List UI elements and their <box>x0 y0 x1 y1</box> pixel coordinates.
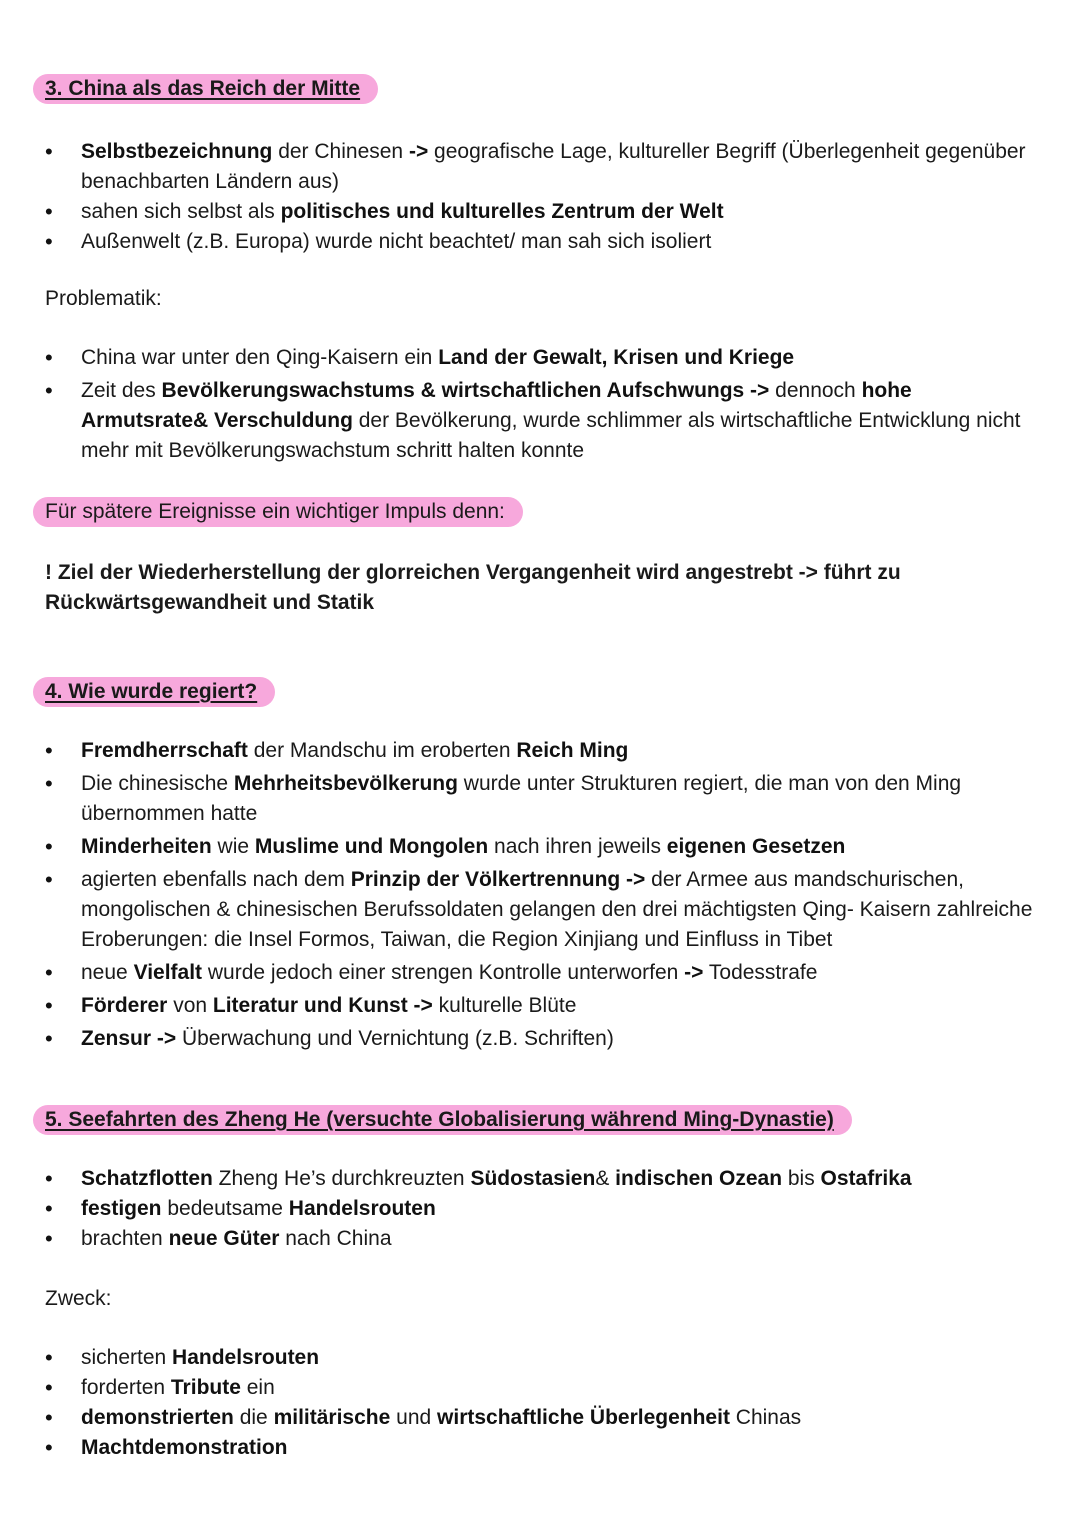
section-5-heading: 5. Seefahrten des Zheng He (versuchte Globalisierung während Ming-Dynastie) <box>33 1105 852 1135</box>
purpose-list <box>45 1343 1035 1463</box>
section-4-list <box>45 736 1035 1054</box>
bold-text: Selbstbezeichnung <box>81 140 273 163</box>
problem-label: Problematik: <box>45 287 162 310</box>
bold-text: Tribute <box>170 1376 241 1399</box>
text-run: brachten <box>81 1227 169 1250</box>
bold-text: politisches und kulturelles Zentrum der Welt <box>280 200 724 223</box>
bold-text: indischen Ozean <box>615 1167 783 1190</box>
list-item <box>45 137 1035 197</box>
text-run: bedeutsame <box>161 1197 289 1220</box>
text-run: und <box>390 1406 438 1429</box>
text-run: agierten ebenfalls nach dem <box>81 868 351 891</box>
bold-text: Prinzip der Völkertrennung -> <box>350 868 646 891</box>
list-item <box>45 865 1035 955</box>
text-run: Überwachung und Vernichtung (z.B. Schriften) <box>176 1027 614 1050</box>
bold-text: Bevölkerungswachstums & wirtschaftlichen Aufschwungs -> <box>161 379 770 402</box>
list-item <box>45 1194 1035 1224</box>
list-item <box>45 197 1035 227</box>
list-item <box>45 343 1035 373</box>
list-item <box>45 1373 1035 1403</box>
list-item <box>45 1403 1035 1433</box>
bold-text: wirtschaftliche Überlegenheit <box>437 1406 730 1429</box>
list-item <box>45 769 1035 829</box>
text-run: der Mandschu im eroberten <box>247 739 517 762</box>
section-3-list <box>45 137 1035 257</box>
bold-text: Machtdemonstration <box>81 1436 288 1459</box>
list-item <box>45 1433 1035 1463</box>
purpose-label: Zweck: <box>45 1287 112 1310</box>
list-item <box>45 227 1035 257</box>
purpose-bullets <box>45 1343 1035 1463</box>
text-run: wie <box>211 835 255 858</box>
bold-text: Fremdherrschaft <box>81 739 248 762</box>
problem-bullets <box>45 343 1035 469</box>
list-item <box>45 376 1035 466</box>
bold-text: Minderheiten <box>81 835 212 858</box>
bold-text: Vielfalt <box>133 961 203 984</box>
text-run: der Armee aus mandschurischen, mongolischen & chinesischen Berufssoldaten gelangen den drei mächtigsten Qing- Kaisern zahlreiche Eroberungen: die Insel Formos, Taiwan, die Region Xinjiang und Einfluss in Tibet <box>81 868 1033 951</box>
text-run: sicherten <box>81 1346 173 1369</box>
text-run: Zheng He’s durchkreuzten <box>212 1167 471 1190</box>
text-run: die <box>233 1406 274 1429</box>
text-run: wurde unter Strukturen regiert, die man von den Ming übernommen hatte <box>81 772 962 825</box>
section-3-heading: 3. China als das Reich der Mitte <box>33 74 378 104</box>
impulse-label-row <box>45 497 1035 527</box>
list-item <box>45 1343 1035 1373</box>
text-run: forderten <box>81 1376 171 1399</box>
bold-text: militärische <box>273 1406 391 1429</box>
bold-text: Südostasien <box>470 1167 596 1190</box>
list-item <box>45 1024 1035 1054</box>
section-4-heading: 4. Wie wurde regiert? <box>33 677 275 707</box>
text-run: von <box>167 994 213 1017</box>
bold-text: Literatur und Kunst -> <box>212 994 433 1017</box>
text-run: ein <box>240 1376 275 1399</box>
bold-text: Zensur -> <box>81 1027 177 1050</box>
text-run: & <box>595 1167 616 1190</box>
text-run: neue <box>81 961 134 984</box>
bold-text: Schatzflotten <box>81 1167 213 1190</box>
bold-text: Mehrheitsbevölkerung <box>233 772 458 795</box>
section-3 <box>45 74 1035 104</box>
text-run: der Chinesen <box>272 140 409 163</box>
text-run: Chinas <box>729 1406 802 1429</box>
bold-text: -> <box>684 961 704 984</box>
text-run: sahen sich selbst als <box>81 200 281 223</box>
list-item <box>45 991 1035 1021</box>
conclusion-text: ! Ziel der Wiederherstellung der glorreichen Vergangenheit wird angestrebt -> führt zu Rückwärtsgewandheit und Statik <box>45 561 901 614</box>
text-run: der Bevölkerung, wurde schlimmer als wirtschaftliche Entwicklung nicht mehr mit Bevölkerungswachstum schritt halten konnte <box>81 409 1021 462</box>
text-run: Zeit des <box>81 379 162 402</box>
list-item <box>45 958 1035 988</box>
text-run: geografische Lage, kultureller Begriff (Überlegenheit gegenüber benachbarten Ländern aus) <box>81 140 1026 193</box>
text-run: Todesstrafe <box>703 961 818 984</box>
list-item <box>45 1224 1035 1254</box>
list-item <box>45 1164 1035 1194</box>
text-run: China war unter den Qing-Kaisern ein <box>81 346 439 369</box>
section-5 <box>45 1105 1035 1135</box>
bold-text: Förderer <box>81 994 168 1017</box>
bold-text: Reich Ming <box>516 739 629 762</box>
section-4 <box>45 677 1035 707</box>
bold-text: eigenen Gesetzen <box>666 835 846 858</box>
bold-text: Ostafrika <box>820 1167 912 1190</box>
bold-text: demonstrierten <box>81 1406 234 1429</box>
list-item <box>45 832 1035 862</box>
text-run: nach China <box>279 1227 392 1250</box>
text-run: Die chinesische <box>81 772 234 795</box>
section-5-bullets <box>45 1164 1035 1254</box>
bold-text: -> <box>408 140 429 163</box>
text-run: dennoch <box>769 379 862 402</box>
bold-text: festigen <box>81 1197 162 1220</box>
bold-text: neue Güter <box>168 1227 280 1250</box>
section-4-bullets <box>45 736 1035 1057</box>
text-run: kulturelle Blüte <box>432 994 577 1017</box>
bold-text: Land der Gewalt, Krisen und Kriege <box>438 346 795 369</box>
section-5-list <box>45 1164 1035 1254</box>
problem-list <box>45 343 1035 466</box>
text-run: bis <box>782 1167 821 1190</box>
impulse-label: Für spätere Ereignisse ein wichtiger Impuls denn: <box>33 497 523 527</box>
section-3-bullets <box>45 137 1035 257</box>
bold-text: hohe Armutsrate& Verschuldung <box>81 379 912 432</box>
bold-text: Muslime und Mongolen <box>254 835 489 858</box>
bold-text: Handelsrouten <box>288 1197 436 1220</box>
text-run: wurde jedoch einer strengen Kontrolle unterworfen <box>202 961 685 984</box>
text-run: nach ihren jeweils <box>488 835 667 858</box>
list-item <box>45 736 1035 766</box>
text-run: Außenwelt (z.B. Europa) wurde nicht beachtet/ man sah sich isoliert <box>81 230 712 253</box>
bold-text: Handelsrouten <box>172 1346 320 1369</box>
